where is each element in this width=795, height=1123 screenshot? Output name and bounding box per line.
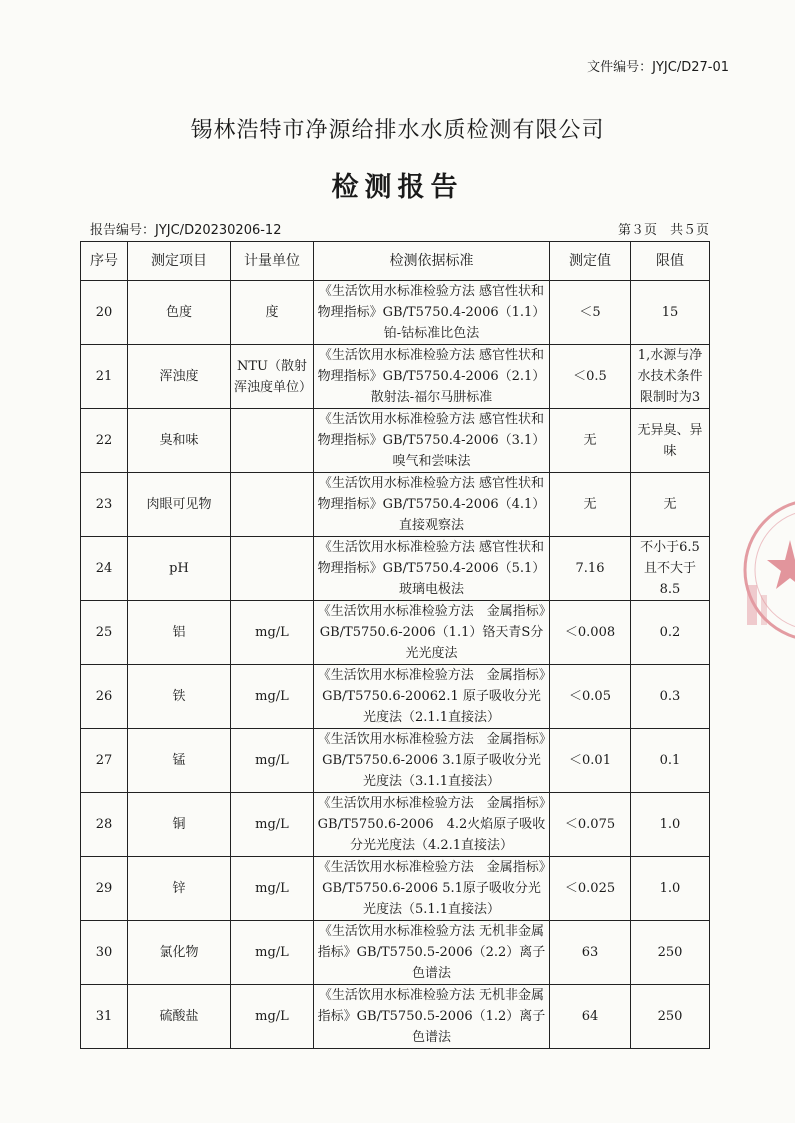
col-header-unit: 计量单位 [231, 242, 314, 281]
cell-no: 29 [81, 857, 128, 921]
cell-unit: mg/L [231, 665, 314, 729]
table-row [81, 409, 710, 473]
cell-item: 锰 [128, 729, 231, 793]
cell-item: 铁 [128, 665, 231, 729]
results-table [80, 241, 710, 1049]
cell-unit: mg/L [231, 793, 314, 857]
cell-standard: 《生活饮用水标准检验方法 感官性状和物理指标》GB/T5750.4-2006（4.1）直接观察法 [314, 473, 550, 537]
cell-standard: 《生活饮用水标准检验方法 感官性状和物理指标》GB/T5750.4-2006（5.1）玻璃电极法 [314, 537, 550, 601]
cell-no: 28 [81, 793, 128, 857]
cell-value: ＜0.075 [550, 793, 631, 857]
cell-unit: 度 [231, 281, 314, 345]
cell-unit: mg/L [231, 921, 314, 985]
cell-limit: 无 [631, 473, 710, 537]
cell-standard: 《生活饮用水标准检验方法 感官性状和物理指标》GB/T5750.4-2006（1.1）铂-钴标准比色法 [314, 281, 550, 345]
cell-item: 氯化物 [128, 921, 231, 985]
cell-no: 30 [81, 921, 128, 985]
table-row [81, 793, 710, 857]
cell-limit: 无异臭、异味 [631, 409, 710, 473]
cell-item: 浑浊度 [128, 345, 231, 409]
cell-standard: 《生活饮用水标准检验方法 无机非金属指标》GB/T5750.5-2006（2.2）离子色谱法 [314, 921, 550, 985]
report-number: 报告编号：JYJC/D20230206-12 [90, 223, 282, 238]
cell-value: 7.16 [550, 537, 631, 601]
table-row [81, 729, 710, 793]
table-row [81, 537, 710, 601]
cell-limit: 15 [631, 281, 710, 345]
cell-unit: mg/L [231, 601, 314, 665]
cell-value: 无 [550, 409, 631, 473]
cell-standard: 《生活饮用水标准检验方法 金属指标》GB/T5750.6-2006（1.1）铬天青S分光光度法 [314, 601, 550, 665]
cell-unit: mg/L [231, 985, 314, 1049]
cell-value: 63 [550, 921, 631, 985]
cell-limit: 1.0 [631, 793, 710, 857]
table-row [81, 985, 710, 1049]
table-row [81, 281, 710, 345]
cell-unit [231, 473, 314, 537]
cell-item: 铝 [128, 601, 231, 665]
cell-unit [231, 537, 314, 601]
cell-unit: mg/L [231, 857, 314, 921]
cell-no: 25 [81, 601, 128, 665]
cell-unit [231, 409, 314, 473]
cell-standard: 《生活饮用水标准检验方法 金属指标》GB/T5750.6-2006 4.2火焰原子吸收分光光度法（4.2.1直接法） [314, 793, 550, 857]
table-row [81, 857, 710, 921]
cell-value: ＜0.008 [550, 601, 631, 665]
cell-value: ＜0.05 [550, 665, 631, 729]
cell-item: 臭和味 [128, 409, 231, 473]
cell-no: 31 [81, 985, 128, 1049]
col-header-no: 序号 [81, 242, 128, 281]
report-meta [90, 219, 709, 238]
page-indicator: 第３页 共５页 [617, 223, 709, 238]
cell-value: ＜0.01 [550, 729, 631, 793]
col-header-limit: 限值 [631, 242, 710, 281]
cell-value: ＜5 [550, 281, 631, 345]
cell-limit: 1.0 [631, 857, 710, 921]
cell-item: 锌 [128, 857, 231, 921]
cell-limit: 1,水源与净水技术条件限制时为3 [631, 345, 710, 409]
cell-limit: 0.1 [631, 729, 710, 793]
cell-no: 20 [81, 281, 128, 345]
cell-item: 肉眼可见物 [128, 473, 231, 537]
cell-standard: 《生活饮用水标准检验方法 感官性状和物理指标》GB/T5750.4-2006（3.1）嗅气和尝味法 [314, 409, 550, 473]
cell-value: 64 [550, 985, 631, 1049]
cell-item: pH [128, 537, 231, 601]
table-row [81, 665, 710, 729]
cell-item: 铜 [128, 793, 231, 857]
cell-value: 无 [550, 473, 631, 537]
cell-item: 硫酸盐 [128, 985, 231, 1049]
company-name: 锡林浩特市净源给排水水质检测有限公司 [190, 118, 605, 143]
cell-limit: 0.3 [631, 665, 710, 729]
cell-standard: 《生活饮用水标准检验方法 金属指标》GB/T5750.6-2006 5.1原子吸收分光光度法（5.1.1直接法） [314, 857, 550, 921]
cell-standard: 《生活饮用水标准检验方法 金属指标》GB/T5750.6-20062.1 原子吸收分光光度法（2.1.1直接法） [314, 665, 550, 729]
document-title: 检测报告 [331, 172, 464, 203]
cell-standard: 《生活饮用水标准检验方法 金属指标》GB/T5750.6-2006 3.1原子吸收分光光度法（3.1.1直接法） [314, 729, 550, 793]
cell-item: 色度 [128, 281, 231, 345]
cell-limit: 250 [631, 985, 710, 1049]
cell-standard: 《生活饮用水标准检验方法 感官性状和物理指标》GB/T5750.4-2006（2.1）散射法-福尔马肼标准 [314, 345, 550, 409]
cell-no: 26 [81, 665, 128, 729]
cell-limit: 250 [631, 921, 710, 985]
seal-stamp [735, 485, 795, 655]
cell-limit: 0.2 [631, 601, 710, 665]
table-header-row [81, 242, 710, 281]
cell-value: ＜0.5 [550, 345, 631, 409]
table-row [81, 345, 710, 409]
cell-no: 22 [81, 409, 128, 473]
cell-unit: NTU（散射浑浊度单位） [231, 345, 314, 409]
file-number: 文件编号：JYJC/D27-01 [587, 60, 729, 75]
cell-no: 23 [81, 473, 128, 537]
col-header-value: 测定值 [550, 242, 631, 281]
table-row [81, 921, 710, 985]
table-row [81, 473, 710, 537]
col-header-standard: 检测依据标准 [314, 242, 550, 281]
table-row [81, 601, 710, 665]
col-header-item: 测定项目 [128, 242, 231, 281]
cell-no: 24 [81, 537, 128, 601]
cell-limit: 不小于6.5且不大于8.5 [631, 537, 710, 601]
cell-value: ＜0.025 [550, 857, 631, 921]
cell-standard: 《生活饮用水标准检验方法 无机非金属指标》GB/T5750.5-2006（1.2）离子色谱法 [314, 985, 550, 1049]
cell-no: 27 [81, 729, 128, 793]
cell-unit: mg/L [231, 729, 314, 793]
cell-no: 21 [81, 345, 128, 409]
